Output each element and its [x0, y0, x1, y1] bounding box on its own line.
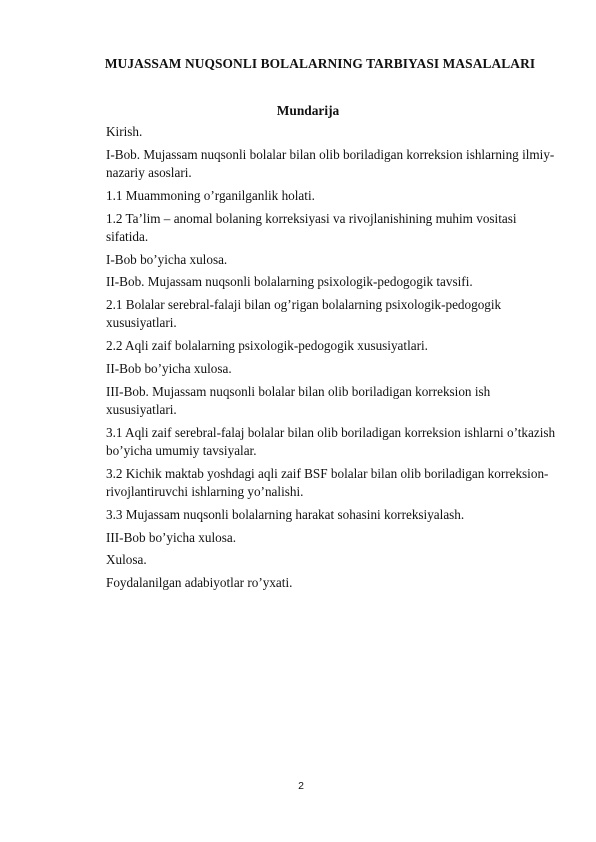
- toc-item: I-Bob bo’yicha xulosa.: [106, 251, 228, 267]
- toc-item: Xulosa.: [106, 552, 147, 568]
- toc-item: Kirish.: [106, 124, 143, 139]
- table-of-contents: [106, 123, 556, 597]
- toc-item: 1.2 Ta’lim – anomal bolaning korreksiyasi va rivojlanishining muhim vositasi sifatida.: [106, 210, 517, 244]
- toc-item: III-Bob. Mujassam nuqsonli bolalar bilan olib boriladigan korreksion ish xususiyatlari.: [106, 384, 491, 418]
- toc-item: Foydalanilgan adabiyotlar ro’yxati.: [106, 575, 293, 591]
- toc-item: 2.1 Bolalar serebral-falaji bilan og’rigan bolalarning psixologik-pedogogik xususiyatlari.: [106, 297, 502, 331]
- toc-item: 2.2 Aqli zaif bolalarning psixologik-pedogogik xususiyatlari.: [106, 338, 428, 354]
- toc-item: 3.1 Aqli zaif serebral-falaj bolalar bilan olib boriladigan korreksion ishlarni o’tkazish bo’yicha umumiy tavsiyalar.: [106, 424, 556, 458]
- page-number: 2: [298, 780, 304, 792]
- toc-heading: Mundarija: [276, 103, 340, 118]
- toc-item: 3.3 Mujassam nuqsonli bolalarning harakat sohasini korreksiyalash.: [106, 506, 465, 522]
- toc-item: 1.1 Muammoning o’rganilganlik holati.: [106, 187, 315, 203]
- toc-item: I-Bob. Mujassam nuqsonli bolalar bilan olib boriladigan korreksion ishlarning ilmiy-nazariy asoslari.: [106, 146, 555, 180]
- toc-item: 3.2 Kichik maktab yoshdagi aqli zaif BSF bolalar bilan olib boriladigan korreksion-rivojlantiruvchi ishlarning yo’nalishi.: [106, 465, 549, 499]
- toc-item: II-Bob bo’yicha xulosa.: [106, 361, 232, 377]
- toc-item: II-Bob. Mujassam nuqsonli bolalarning psixologik-pedogogik tavsifi.: [106, 274, 473, 290]
- toc-item: III-Bob bo’yicha xulosa.: [106, 529, 237, 545]
- document-title: MUJASSAM NUQSONLI BOLALARNING TARBIYASI MASALALARI: [104, 56, 536, 71]
